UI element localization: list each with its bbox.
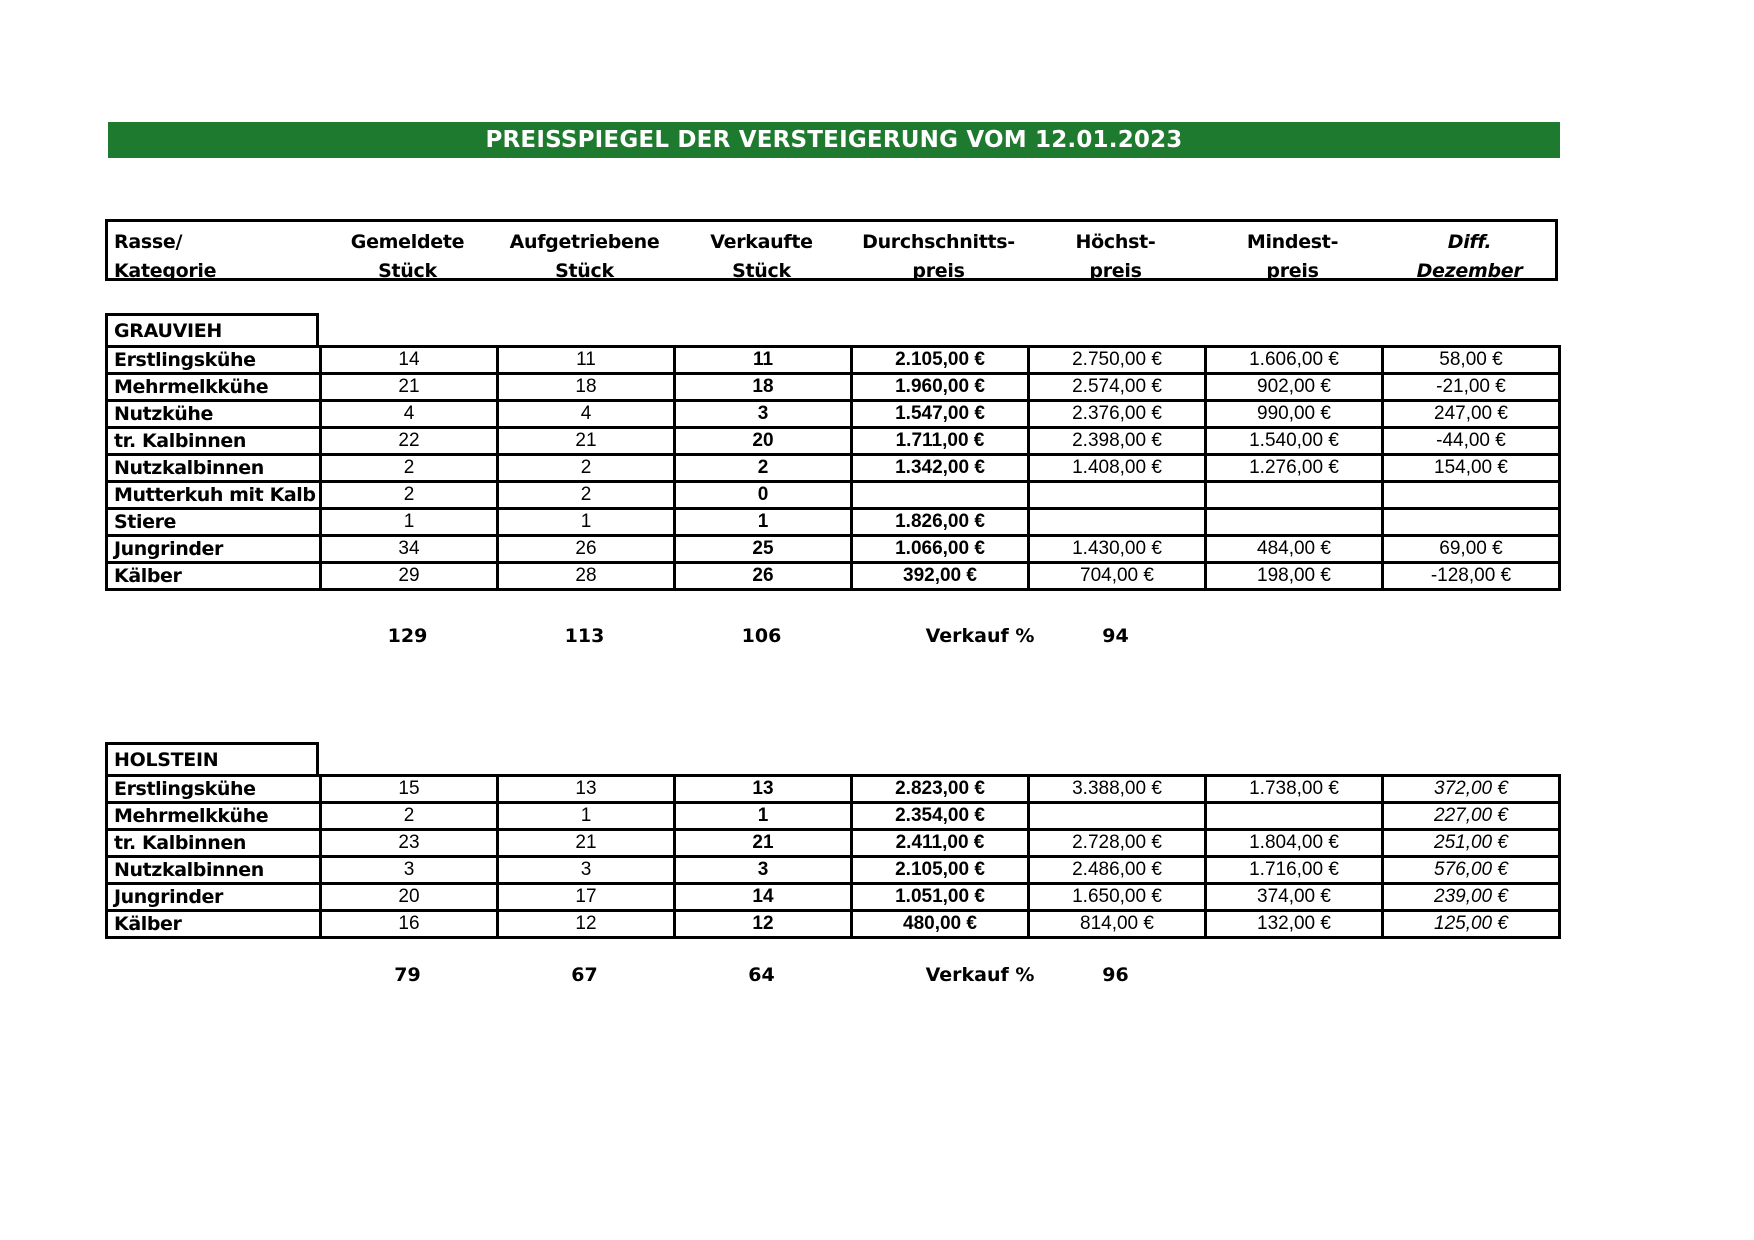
- table-row: [107, 884, 1560, 911]
- holstein-table: [105, 774, 1561, 939]
- cell-gemeldete: 2: [321, 803, 498, 830]
- header-verkaufte: [673, 228, 850, 280]
- cell-hoechstpreis: 2.376,00 €: [1029, 401, 1206, 428]
- cell-mindestpreis: 132,00 €: [1206, 911, 1383, 938]
- table-row: [107, 857, 1560, 884]
- cell-diff-dezember: 576,00 €: [1383, 857, 1560, 884]
- cell-diff-dezember: 247,00 €: [1383, 401, 1560, 428]
- cell-category: Mehrmelkkühe: [107, 803, 321, 830]
- table-row: [107, 455, 1560, 482]
- grauvieh-totals: [105, 625, 1560, 655]
- cell-verkaufte: 18: [675, 374, 852, 401]
- cell-gemeldete: 2: [321, 482, 498, 509]
- cell-aufgetriebene: 3: [498, 857, 675, 884]
- header-diff-line1: Diff.: [1447, 231, 1492, 253]
- cell-verkaufte: 1: [675, 509, 852, 536]
- cell-mindestpreis: 1.804,00 €: [1206, 830, 1383, 857]
- cell-gemeldete: 20: [321, 884, 498, 911]
- cell-hoechstpreis: [1029, 803, 1206, 830]
- cell-category: Kälber: [107, 911, 321, 938]
- total-verkaufte: 106: [741, 625, 782, 647]
- cell-mindestpreis: 484,00 €: [1206, 536, 1383, 563]
- cell-aufgetriebene: 28: [498, 563, 675, 590]
- cell-diff-dezember: 154,00 €: [1383, 455, 1560, 482]
- cell-category: Jungrinder: [107, 536, 321, 563]
- cell-verkaufte: 21: [675, 830, 852, 857]
- cell-mindestpreis: 198,00 €: [1206, 563, 1383, 590]
- cell-verkaufte: 25: [675, 536, 852, 563]
- cell-category: Nutzkalbinnen: [107, 455, 321, 482]
- header-diff-dezember: [1381, 228, 1558, 280]
- cell-hoechstpreis: [1029, 509, 1206, 536]
- cell-aufgetriebene: 18: [498, 374, 675, 401]
- header-hoechst-line2: preis: [1089, 260, 1142, 282]
- cell-gemeldete: 4: [321, 401, 498, 428]
- cell-category: Nutzkühe: [107, 401, 321, 428]
- cell-hoechstpreis: 2.398,00 €: [1029, 428, 1206, 455]
- cell-hoechstpreis: 1.408,00 €: [1029, 455, 1206, 482]
- cell-gemeldete: 3: [321, 857, 498, 884]
- header-verkaufte-line2: Stück: [732, 260, 791, 282]
- cell-gemeldete: 14: [321, 347, 498, 374]
- cell-mindestpreis: 1.276,00 €: [1206, 455, 1383, 482]
- grauvieh-table: [105, 345, 1561, 591]
- cell-category: Erstlingskühe: [107, 347, 321, 374]
- cell-mindestpreis: 1.716,00 €: [1206, 857, 1383, 884]
- cell-category: Jungrinder: [107, 884, 321, 911]
- header-durchschnitt-line1: Durchschnitts-: [862, 231, 1015, 253]
- cell-diff-dezember: 251,00 €: [1383, 830, 1560, 857]
- table-row: [107, 347, 1560, 374]
- header-category-line2: Kategorie: [114, 260, 217, 282]
- cell-aufgetriebene: 12: [498, 911, 675, 938]
- total-gemeldete: 79: [394, 964, 421, 986]
- cell-durchschnittspreis: 2.105,00 €: [852, 857, 1029, 884]
- cell-gemeldete: 23: [321, 830, 498, 857]
- cell-durchschnittspreis: 480,00 €: [852, 911, 1029, 938]
- table-row: [107, 482, 1560, 509]
- verkauf-percent-label: Verkauf %: [925, 964, 1035, 986]
- cell-verkaufte: 26: [675, 563, 852, 590]
- table-row: [107, 776, 1560, 803]
- cell-mindestpreis: [1206, 509, 1383, 536]
- cell-hoechstpreis: 1.650,00 €: [1029, 884, 1206, 911]
- cell-diff-dezember: -21,00 €: [1383, 374, 1560, 401]
- cell-verkaufte: 12: [675, 911, 852, 938]
- verkauf-percent-label: Verkauf %: [925, 625, 1035, 647]
- cell-mindestpreis: 1.606,00 €: [1206, 347, 1383, 374]
- total-verkaufte: 64: [748, 964, 775, 986]
- cell-verkaufte: 1: [675, 803, 852, 830]
- cell-gemeldete: 15: [321, 776, 498, 803]
- cell-aufgetriebene: 26: [498, 536, 675, 563]
- cell-verkaufte: 20: [675, 428, 852, 455]
- cell-verkaufte: 3: [675, 857, 852, 884]
- cell-diff-dezember: -44,00 €: [1383, 428, 1560, 455]
- cell-gemeldete: 2: [321, 455, 498, 482]
- cell-diff-dezember: 372,00 €: [1383, 776, 1560, 803]
- cell-hoechstpreis: 2.750,00 €: [1029, 347, 1206, 374]
- header-mindest-line1: Mindest-: [1246, 231, 1339, 253]
- table-row: [107, 428, 1560, 455]
- cell-hoechstpreis: 1.430,00 €: [1029, 536, 1206, 563]
- header-mindest-line2: preis: [1266, 260, 1319, 282]
- cell-verkaufte: 11: [675, 347, 852, 374]
- report-title: PREISSPIEGEL DER VERSTEIGERUNG VOM 12.01.2023: [108, 122, 1560, 158]
- cell-hoechstpreis: 704,00 €: [1029, 563, 1206, 590]
- cell-aufgetriebene: 21: [498, 830, 675, 857]
- cell-durchschnittspreis: 1.826,00 €: [852, 509, 1029, 536]
- cell-aufgetriebene: 2: [498, 455, 675, 482]
- cell-verkaufte: 14: [675, 884, 852, 911]
- table-row: [107, 509, 1560, 536]
- cell-diff-dezember: [1383, 482, 1560, 509]
- cell-aufgetriebene: 21: [498, 428, 675, 455]
- cell-diff-dezember: 58,00 €: [1383, 347, 1560, 374]
- cell-mindestpreis: 1.540,00 €: [1206, 428, 1383, 455]
- header-verkaufte-line1: Verkaufte: [710, 231, 813, 253]
- cell-category: Kälber: [107, 563, 321, 590]
- cell-hoechstpreis: 2.486,00 €: [1029, 857, 1206, 884]
- cell-category: Mutterkuh mit Kalb: [107, 482, 321, 509]
- cell-hoechstpreis: [1029, 482, 1206, 509]
- cell-gemeldete: 21: [321, 374, 498, 401]
- cell-mindestpreis: [1206, 482, 1383, 509]
- cell-durchschnittspreis: 1.960,00 €: [852, 374, 1029, 401]
- total-aufgetriebene: 113: [564, 625, 605, 647]
- header-category: [114, 228, 314, 280]
- header-aufgetriebene-line2: Stück: [555, 260, 614, 282]
- cell-hoechstpreis: 3.388,00 €: [1029, 776, 1206, 803]
- cell-hoechstpreis: 2.574,00 €: [1029, 374, 1206, 401]
- header-aufgetriebene-line1: Aufgetriebene: [509, 231, 660, 253]
- cell-durchschnittspreis: 2.823,00 €: [852, 776, 1029, 803]
- cell-mindestpreis: 1.738,00 €: [1206, 776, 1383, 803]
- cell-gemeldete: 1: [321, 509, 498, 536]
- header-gemeldete-line2: Stück: [378, 260, 437, 282]
- cell-diff-dezember: 125,00 €: [1383, 911, 1560, 938]
- cell-category: tr. Kalbinnen: [107, 428, 321, 455]
- header-durchschnittspreis: [850, 228, 1027, 280]
- table-row: [107, 830, 1560, 857]
- header-hoechstpreis: [1027, 228, 1204, 280]
- cell-verkaufte: 13: [675, 776, 852, 803]
- cell-aufgetriebene: 4: [498, 401, 675, 428]
- section-label-holstein: HOLSTEIN: [105, 742, 319, 777]
- verkauf-percent-value: 96: [1102, 964, 1129, 986]
- cell-diff-dezember: [1383, 509, 1560, 536]
- cell-aufgetriebene: 1: [498, 803, 675, 830]
- cell-mindestpreis: 902,00 €: [1206, 374, 1383, 401]
- header-gemeldete: [319, 228, 496, 280]
- cell-gemeldete: 22: [321, 428, 498, 455]
- cell-gemeldete: 16: [321, 911, 498, 938]
- cell-mindestpreis: 374,00 €: [1206, 884, 1383, 911]
- holstein-totals: [105, 964, 1560, 994]
- cell-category: Nutzkalbinnen: [107, 857, 321, 884]
- cell-durchschnittspreis: 392,00 €: [852, 563, 1029, 590]
- table-row: [107, 536, 1560, 563]
- cell-verkaufte: 3: [675, 401, 852, 428]
- header-gemeldete-line1: Gemeldete: [350, 231, 465, 253]
- cell-category: tr. Kalbinnen: [107, 830, 321, 857]
- cell-durchschnittspreis: [852, 482, 1029, 509]
- header-category-line1: Rasse/: [114, 231, 183, 253]
- total-gemeldete: 129: [387, 625, 428, 647]
- cell-durchschnittspreis: 2.411,00 €: [852, 830, 1029, 857]
- cell-aufgetriebene: 2: [498, 482, 675, 509]
- cell-mindestpreis: [1206, 803, 1383, 830]
- cell-diff-dezember: 227,00 €: [1383, 803, 1560, 830]
- cell-category: Mehrmelkkühe: [107, 374, 321, 401]
- cell-category: Stiere: [107, 509, 321, 536]
- cell-hoechstpreis: 2.728,00 €: [1029, 830, 1206, 857]
- cell-diff-dezember: 69,00 €: [1383, 536, 1560, 563]
- cell-verkaufte: 2: [675, 455, 852, 482]
- header-hoechst-line1: Höchst-: [1075, 231, 1156, 253]
- cell-gemeldete: 34: [321, 536, 498, 563]
- verkauf-percent-value: 94: [1102, 625, 1129, 647]
- cell-diff-dezember: 239,00 €: [1383, 884, 1560, 911]
- cell-mindestpreis: 990,00 €: [1206, 401, 1383, 428]
- header-diff-line2: Dezember: [1416, 260, 1523, 282]
- cell-hoechstpreis: 814,00 €: [1029, 911, 1206, 938]
- cell-durchschnittspreis: 1.547,00 €: [852, 401, 1029, 428]
- header-durchschnitt-line2: preis: [912, 260, 965, 282]
- cell-aufgetriebene: 1: [498, 509, 675, 536]
- cell-diff-dezember: -128,00 €: [1383, 563, 1560, 590]
- column-header: [105, 219, 1558, 281]
- cell-durchschnittspreis: 2.354,00 €: [852, 803, 1029, 830]
- table-row: [107, 563, 1560, 590]
- total-aufgetriebene: 67: [571, 964, 598, 986]
- header-mindestpreis: [1204, 228, 1381, 280]
- cell-aufgetriebene: 13: [498, 776, 675, 803]
- cell-category: Erstlingskühe: [107, 776, 321, 803]
- cell-durchschnittspreis: 2.105,00 €: [852, 347, 1029, 374]
- table-row: [107, 374, 1560, 401]
- cell-durchschnittspreis: 1.051,00 €: [852, 884, 1029, 911]
- cell-aufgetriebene: 17: [498, 884, 675, 911]
- header-aufgetriebene: [496, 228, 673, 280]
- cell-aufgetriebene: 11: [498, 347, 675, 374]
- cell-gemeldete: 29: [321, 563, 498, 590]
- cell-durchschnittspreis: 1.342,00 €: [852, 455, 1029, 482]
- table-row: [107, 803, 1560, 830]
- cell-verkaufte: 0: [675, 482, 852, 509]
- section-label-grauvieh: GRAUVIEH: [105, 313, 319, 348]
- table-row: [107, 911, 1560, 938]
- table-row: [107, 401, 1560, 428]
- cell-durchschnittspreis: 1.711,00 €: [852, 428, 1029, 455]
- cell-durchschnittspreis: 1.066,00 €: [852, 536, 1029, 563]
